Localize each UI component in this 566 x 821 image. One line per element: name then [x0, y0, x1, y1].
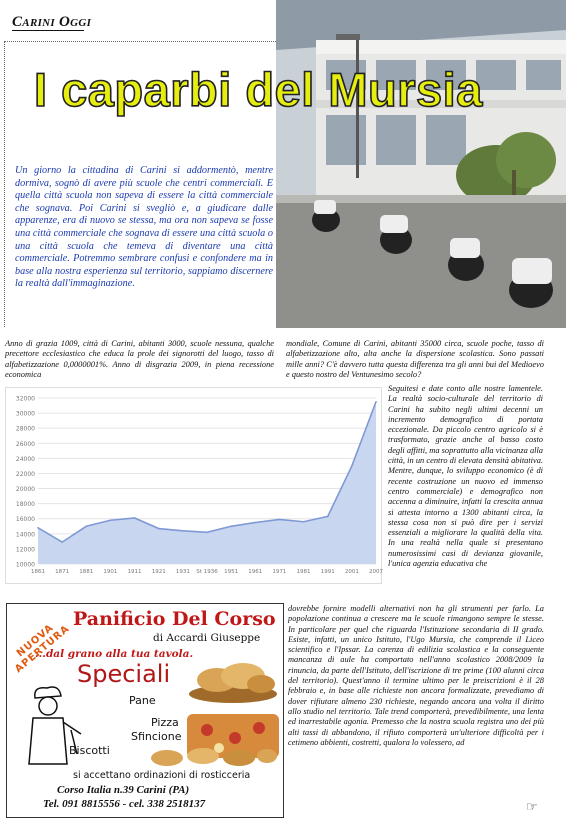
population-chart-svg [6, 388, 383, 585]
bakery-ad [6, 603, 284, 818]
baker-illustration [15, 684, 85, 770]
x-tick-label: 1931 [175, 569, 190, 575]
y-tick-label: 26000 [15, 440, 35, 448]
ad-item-biscotti: Biscotti [69, 744, 110, 757]
y-tick-label: 20000 [15, 486, 35, 494]
biscuits-image [147, 744, 279, 770]
ad-item-pane: Pane [129, 694, 156, 707]
data-point [375, 401, 377, 403]
section-label: Carini Oggi [12, 14, 92, 30]
bakery-slogan: ...dal grano alla tua tavola. [35, 648, 194, 660]
data-point [85, 525, 87, 527]
body-column-left: Anno di grazia 1009, città di Carini, abitanti 3000, scuole nessuna, qualche precettore ecclesiastico che educa la prole dei signorotti del luogo, tasso di alfabetizzazione 0,0000001%. Anno di disgrazia 2009, in piena recessione economica [5, 339, 274, 379]
y-tick-label: 32000 [15, 395, 35, 403]
specials-heading: Speciali [77, 660, 171, 688]
article-title: I caparbi del Mursia [34, 63, 483, 116]
y-tick-label: 30000 [15, 410, 35, 418]
bread-basket-image [187, 654, 279, 704]
article-intro: Un giorno la cittadina di Carini si addormentò, mentre dormiva, sognò di avere più scuole che centri commerciali. E quella città scuola non sapeva di essere la città commerciale che sognava. Poi Carini si svegliò e, a giudicare dalle apparenze, era di nuovo se stessa, ma ora non sapeva se fosse una città commerciale che sognava di essere una città scuola o una città scuola che temeva di diventare una città commerciale. Potremmo sembrare confusi e confondere ma in base alla nostra esperienza sul territorio, sappiamo discernere la realtà dall'immaginazione. [15, 165, 273, 290]
x-tick-label: St 1936 [196, 569, 218, 575]
data-point [134, 517, 136, 519]
orders-text: si accettano ordinazioni di rosticceria [73, 770, 251, 781]
x-tick-label: 1881 [79, 569, 94, 575]
ad-item-sfincione: Sfincione [131, 730, 182, 743]
side-divider [4, 41, 5, 327]
data-point [351, 465, 353, 467]
y-tick-label: 16000 [15, 516, 35, 524]
data-point [182, 530, 184, 532]
new-opening-ribbon: NUOVA APERTURA [13, 622, 72, 676]
x-tick-label: 1901 [103, 569, 118, 575]
data-point [254, 522, 256, 524]
x-tick-label: 1961 [248, 569, 263, 575]
school-photo [276, 0, 566, 328]
body-column-middle: mondiale, Comune di Carini, abitanti 35000 circa, scuole poche, tasso di alfabetizzazione alto, alta anche la dispersione scolastica. Sono passati mille anni? C'è davvero tutta questa differenza tra gli anni bui del Medioevo e questo nostro del Ventunesimo secolo? [286, 339, 544, 379]
ad-item-pizza: Pizza [151, 716, 179, 729]
data-point [279, 519, 281, 521]
pointing-hand-icon: ☞ [526, 800, 538, 815]
x-tick-label: 2001 [344, 569, 359, 575]
y-tick-label: 12000 [15, 546, 35, 554]
population-chart [5, 387, 382, 584]
bakery-name: Panificio Del Corso [73, 608, 276, 630]
x-tick-label: 2007 [369, 569, 383, 575]
data-point [158, 528, 160, 530]
body-column-bottom: dovrebbe fornire modelli alternativi non ha gli strumenti per farlo. La popolazione continua a crescere ma le scuole rimangono sempre le stesse. In particolare per quel che riguarda l'Istituzione secondaria di II grado. Esiste, infatti, un unico Istituto, l'Ugo Mursia, che comprende il Liceo scientifico e l'Ipssar. La carenza di edilizia scolastica e la conseguente mancanza di aule ha comportato nell'anno scolastico 2008/2009 la rinuncia, da parte dell'Istituto, dell'iscrizione di tre prime (100 alunni circa del territorio). Quest'anno il termine ultimo per le preiscrizioni è il 28 febbraio e, in base alle richieste non ancora formalizzate, prevediamo di dover rifiutare almeno 230 richieste, negando ancora una volta il diritto allo studio nel territorio. Tale trend comporterà, prevedibilmente, una lenta ed inarrestabile agonia. Premesso che la nostra scuola registra uno dei più alti tassi di abbandono, il rifiuto comporterà un'ulteriore difficoltà per i cetimeno abbienti, costretti, qualora lo volessero, ad [288, 604, 544, 747]
body-column-right: Seguitesi e date conto alle nostre lamentele. La realtà socio-culturale del territorio di Carini ha subito negli ultimi decenni un incremento demografico di portata eccezionale. Da piccolo centro agricolo si è trasformato, grazie anche al basso costo degli affitti, ma soprattutto alla vicinanza alla città, in un centro di elevata densità abitativa. Mentre, dunque, lo sviluppo economico (è di recente costruzione un nuovo ed immenso centro commerciale) e demografico non accenna a diminuire, infatti la crescita annua si attesta intorno a 1300 abitanti circa, la stessa cosa non si può dire per i servizi essenziali a migliorare la qualità della vita. In una realtà nella quale si presentano numerosissimi casi di devianza giovanile, l'unica agenzia educativa che [388, 384, 543, 569]
x-tick-label: 1981 [296, 569, 311, 575]
x-tick-label: 1861 [31, 569, 45, 575]
y-tick-label: 28000 [15, 425, 35, 433]
x-tick-label: 1921 [151, 569, 166, 575]
x-tick-label: 1971 [272, 569, 287, 575]
y-tick-label: 24000 [15, 455, 35, 463]
bakery-address: Corso Italia n.39 Carini (PA) [57, 784, 190, 796]
y-tick-label: 14000 [15, 531, 35, 539]
x-tick-label: 1951 [224, 569, 239, 575]
y-tick-label: 22000 [15, 470, 35, 478]
data-point [303, 521, 305, 523]
bakery-owner: di Accardi Giuseppe [153, 632, 261, 644]
data-point [61, 541, 63, 543]
x-tick-label: 1911 [127, 569, 142, 575]
data-point [110, 519, 112, 521]
data-point [37, 527, 39, 529]
x-tick-label: 1871 [55, 569, 70, 575]
x-tick-label: 1991 [320, 569, 335, 575]
data-point [230, 525, 232, 527]
y-tick-label: 18000 [15, 501, 35, 509]
section-underline [12, 30, 84, 31]
data-point [206, 532, 208, 534]
bakery-phone: Tel. 091 8815556 - cel. 338 2518137 [43, 798, 206, 810]
header-divider [4, 41, 276, 42]
population-area [38, 402, 376, 564]
y-tick-label: 10000 [15, 561, 35, 569]
data-point [327, 516, 329, 518]
